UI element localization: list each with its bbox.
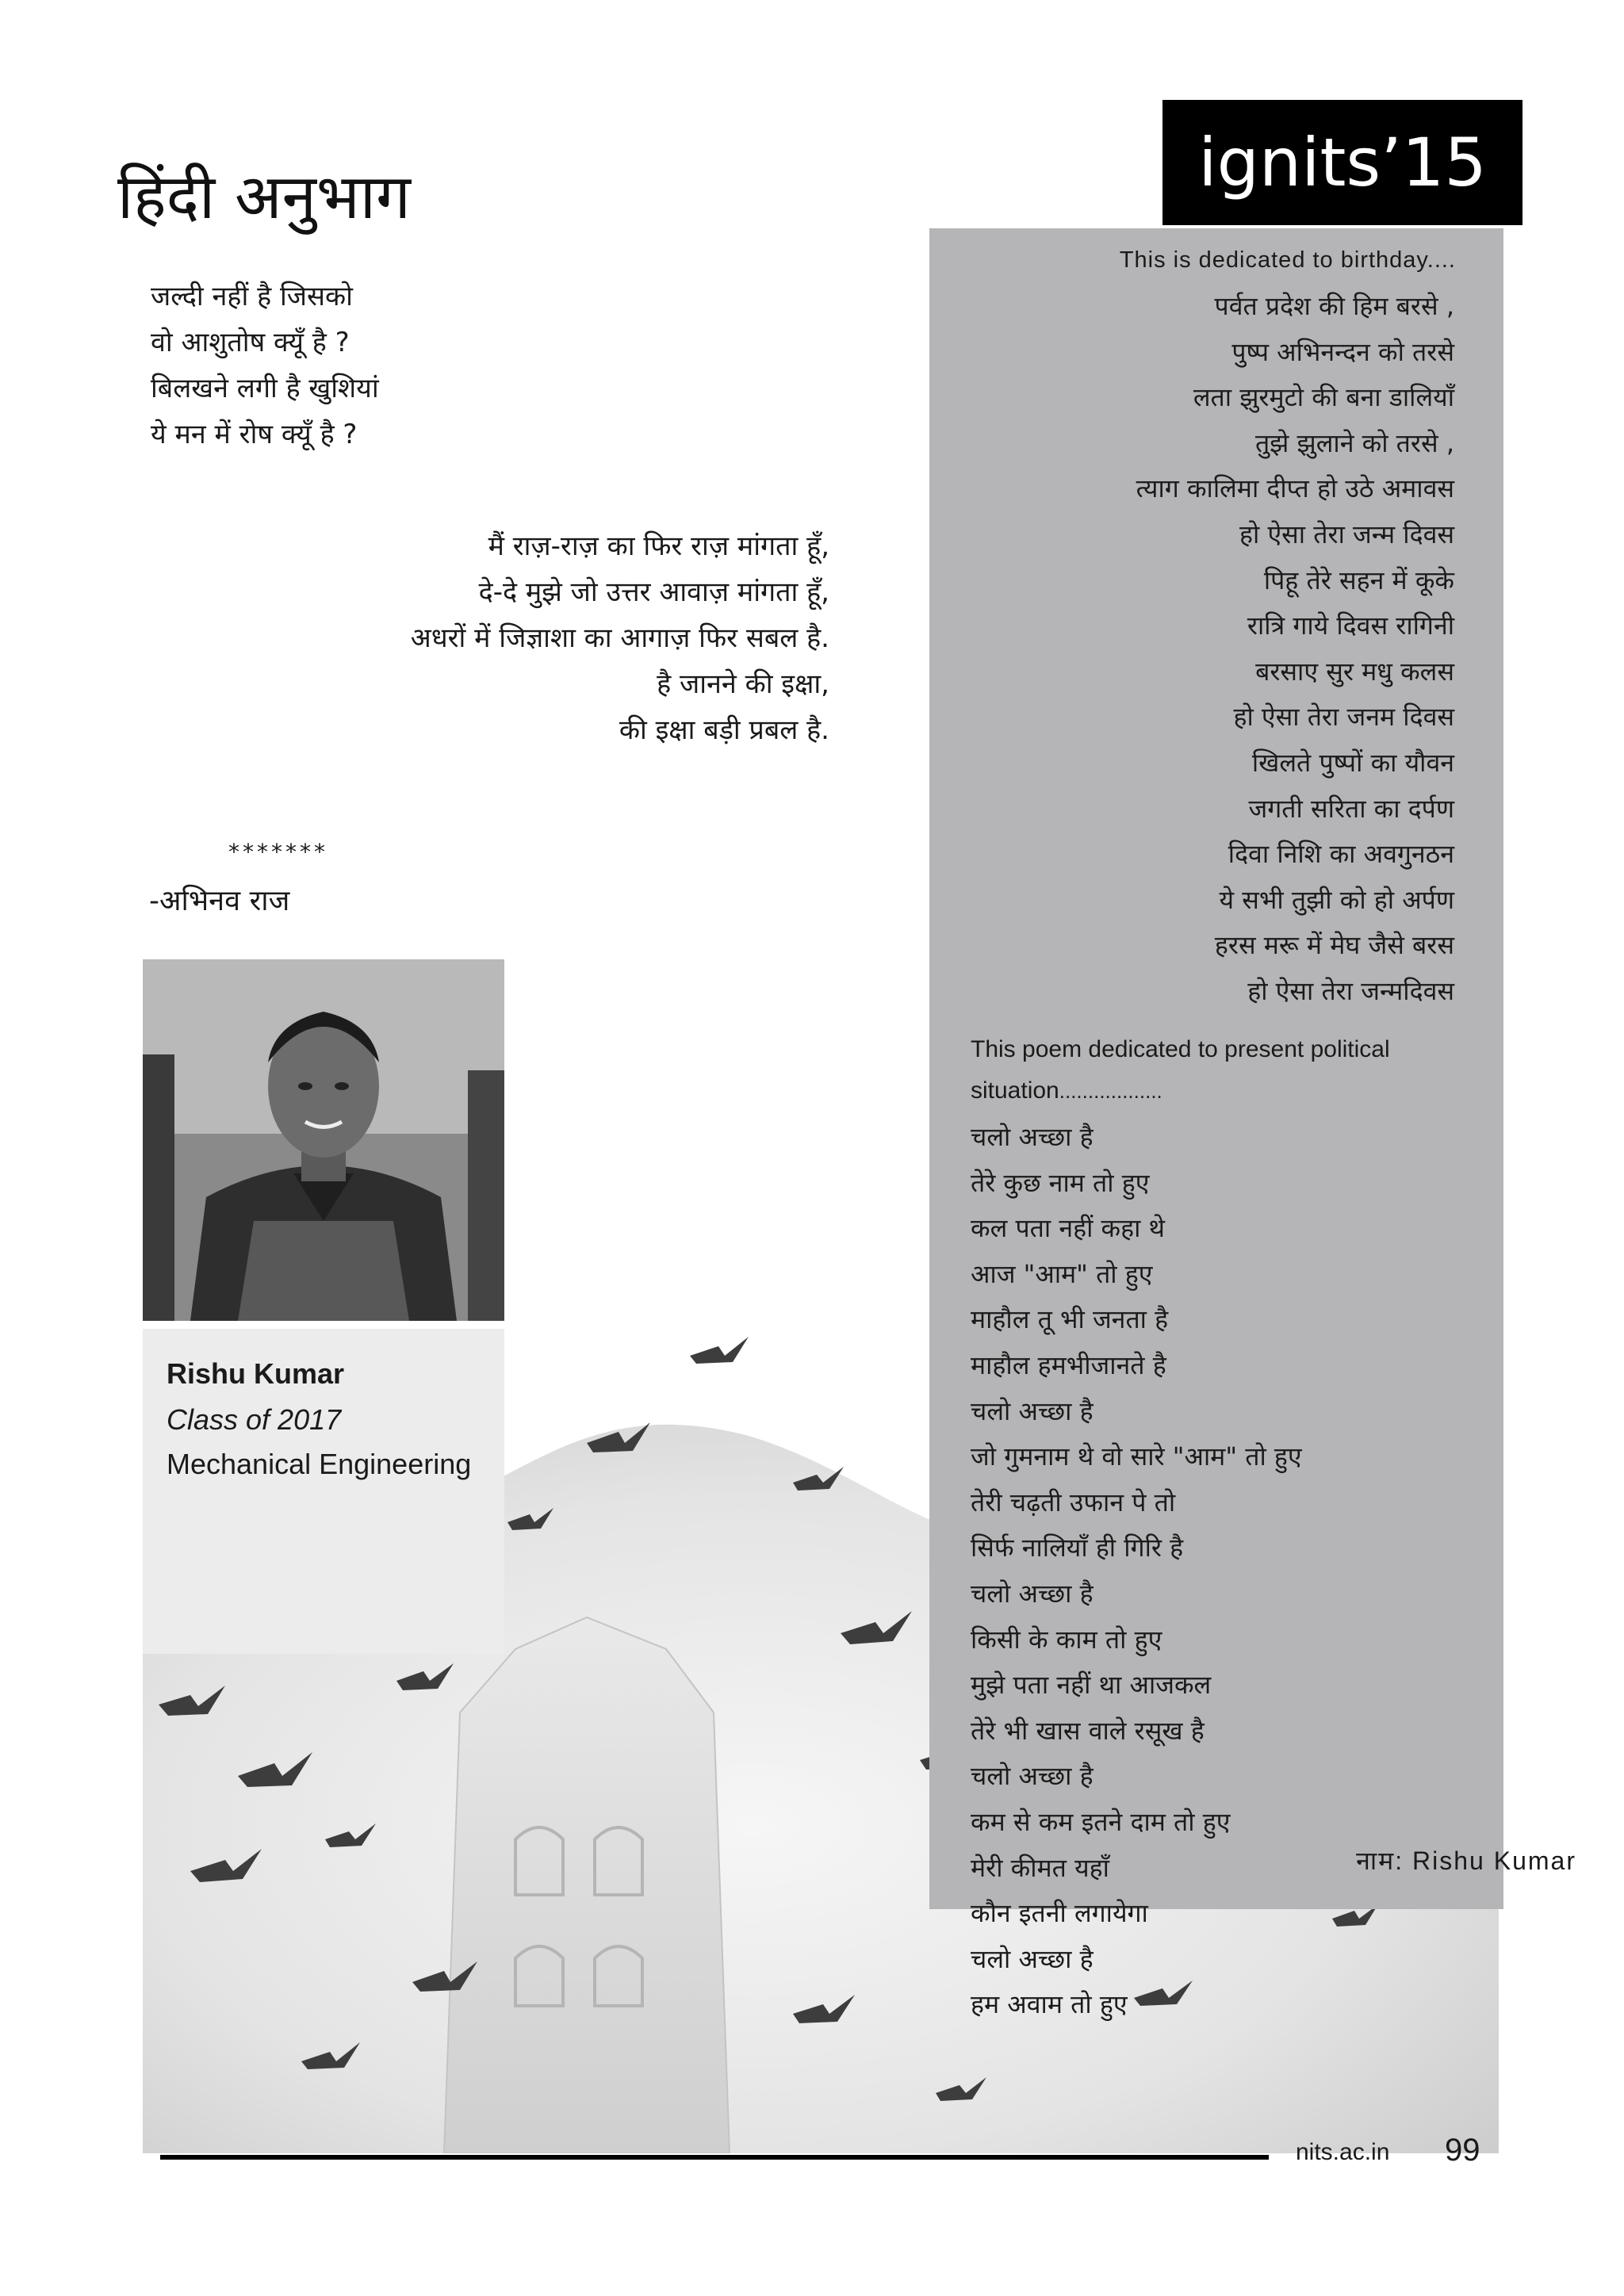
dedication-text: This poem dedicated to present political situation bbox=[971, 1036, 1390, 1104]
poem-line: तेरे भी खास वाले रसूख है bbox=[971, 1715, 1205, 1746]
poem-line: खिलते पुष्पों का यौवन bbox=[1251, 747, 1454, 778]
poem-line: चलो अच्छा है bbox=[971, 1943, 1094, 1974]
poem-line: बरसाए सुर मधु कलस bbox=[1255, 656, 1454, 687]
poem-line: माहौल हमभीजानते है bbox=[971, 1349, 1166, 1380]
section-title: हिंदी अनुभाग bbox=[117, 162, 411, 233]
poem-line: हो ऐसा तेरा जन्मदिवस bbox=[1247, 975, 1454, 1006]
brand-badge: ignits’15 bbox=[1162, 100, 1522, 225]
author-name: Rishu Kumar bbox=[167, 1357, 345, 1390]
poem-line: पर्वत प्रदेश की हिम बरसे , bbox=[1214, 291, 1454, 321]
poem-line: सिर्फ नालियाँ ही गिरि है bbox=[971, 1533, 1184, 1563]
poem-line: जगती सरिता का दर्पण bbox=[1248, 793, 1454, 824]
dedication-ellipsis: .................. bbox=[1059, 1079, 1162, 1103]
poem-line: तेरे कुछ नाम तो हुए bbox=[971, 1167, 1150, 1198]
poems-panel bbox=[929, 228, 1503, 2020]
poem-line: तुझे झुलाने को तरसे , bbox=[1254, 427, 1454, 458]
footer-site: nits.ac.in bbox=[1296, 2139, 1390, 2165]
poem-line: रात्रि गाये दिवस रागिनी bbox=[1247, 610, 1454, 641]
poem-line: बिलखने लगी है खुशियां bbox=[151, 373, 379, 404]
poem-line: मेरी कीमत यहाँ bbox=[971, 1852, 1109, 1883]
poem-line: चलो अच्छा है bbox=[971, 1395, 1094, 1426]
poem-line: त्याग कालिमा दीप्त हो उठे अमावस bbox=[1136, 473, 1454, 504]
poem-line: जल्दी नहीं है जिसको bbox=[151, 281, 353, 312]
dedication-note: This is dedicated to birthday.... bbox=[1119, 247, 1456, 273]
poem-line: मुझे पता नहीं था आजकल bbox=[971, 1670, 1212, 1701]
poem-line: पुष्प अभिनन्दन को तरसे bbox=[1231, 336, 1454, 367]
poem-line: लता झुरमुटो की बना डालियाँ bbox=[1193, 382, 1454, 413]
poem-line: ये सभी तुझी को हो अर्पण bbox=[1219, 884, 1454, 915]
poem-line: तेरी चढ़ती उफान पे तो bbox=[971, 1487, 1176, 1517]
poem-author: -अभिनव राज bbox=[149, 885, 290, 917]
birthday-poem bbox=[1136, 284, 1454, 1015]
poem-line: कौन इतनी लगायेगा bbox=[971, 1898, 1148, 1929]
poem-line: किसी के काम तो हुए bbox=[971, 1624, 1162, 1655]
poem-line: अधरों में जिज्ञाशा का आगाज़ फिर सबल है. bbox=[410, 622, 829, 654]
poem-stanza-1 bbox=[151, 274, 379, 457]
poem-line: आज "आम" तो हुए bbox=[971, 1258, 1153, 1289]
poem-line: चलो अच्छा है bbox=[971, 1761, 1094, 1792]
poem-line: माहौल तू भी जनता है bbox=[971, 1304, 1169, 1335]
poem-line: चलो अच्छा है bbox=[971, 1578, 1094, 1609]
poem-line: हो ऐसा तेरा जनम दिवस bbox=[1233, 702, 1454, 733]
poem-line: हरस मरू में मेघ जैसे बरस bbox=[1214, 930, 1454, 961]
poem-line: की इक्षा बड़ी प्रबल है. bbox=[619, 714, 829, 746]
poem-line: हो ऐसा तेरा जन्म दिवस bbox=[1239, 519, 1454, 549]
dedication-note-2 bbox=[971, 1029, 1462, 1112]
poem-line: कम से कम इतने दाम तो हुए bbox=[971, 1806, 1231, 1837]
poem-credit: नाम: Rishu Kumar bbox=[1356, 1846, 1576, 1875]
poem-line: वो आशुतोष क्यूँ है ? bbox=[151, 327, 350, 358]
poem-line: जो गुमनाम थे वो सारे "आम" तो हुए bbox=[971, 1441, 1302, 1472]
poem-line: दे-दे मुझे जो उत्तर आवाज़ मांगता हूँ, bbox=[478, 576, 829, 608]
poem-line: दिवा निशि का अवगुनठन bbox=[1228, 839, 1454, 870]
author-caption bbox=[143, 1329, 504, 1654]
author-department: Mechanical Engineering bbox=[167, 1448, 472, 1480]
separator: ******* bbox=[228, 839, 328, 865]
poem-line: पिहू तेरे सहन में कूके bbox=[1263, 564, 1454, 595]
author-photo bbox=[143, 959, 504, 1321]
poem-line: चलो अच्छा है bbox=[971, 1122, 1094, 1152]
poem-line: कल पता नहीं कहा थे bbox=[971, 1213, 1166, 1244]
poem-line: है जानने की इक्षा, bbox=[657, 668, 829, 700]
page-number: 99 bbox=[1445, 2133, 1480, 2168]
poem-line: हम अवाम तो हुए bbox=[971, 1989, 1128, 2020]
poem-stanza-2 bbox=[411, 523, 829, 753]
political-poem bbox=[971, 1115, 1302, 2028]
footer-rule bbox=[160, 2155, 1269, 2160]
poem-line: मैं राज़-राज़ का फिर राज़ मांगता हूँ, bbox=[488, 530, 829, 562]
poem-line: ये मन में रोष क्यूँ है ? bbox=[151, 419, 358, 450]
author-class: Class of 2017 bbox=[167, 1403, 342, 1436]
